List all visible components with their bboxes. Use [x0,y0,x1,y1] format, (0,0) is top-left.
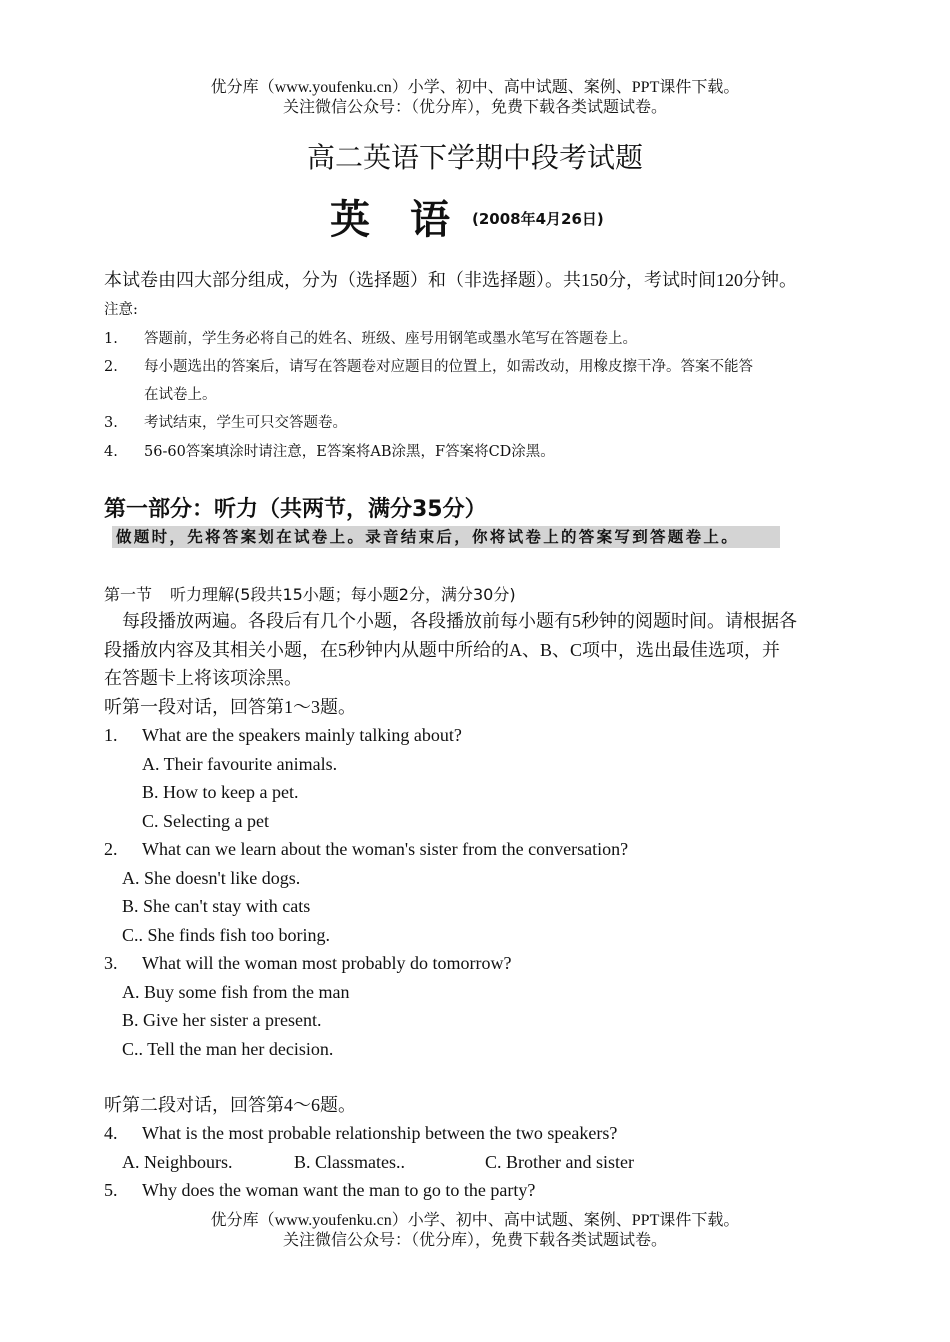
section1-heading [104,582,516,605]
option: C.. She finds fish too boring. [122,925,331,945]
part1-heading: 第一部分：听力（共两节，满分35分） [104,497,487,522]
dialog1-prompt: 听第一段对话，回答第1～3题。 [104,697,356,717]
question-text: What is the most probable relationship between the two speakers? [142,1123,618,1143]
option: B. Classmates.. [294,1152,405,1172]
footer-line-1: 优分库（www.youfenku.cn）小学、初中、高中试题、案例、PPT课件下载。 [210,1212,740,1229]
question-text: Why does the woman want the man to go to the party? [142,1180,536,1200]
question-number: 4. [104,1123,118,1143]
notice-text: 考试结束，学生可只交答题卷。 [144,415,347,431]
footer-line-2: 关注微信公众号：（优分库），免费下载各类试题试卷。 [282,1232,667,1249]
option: C. Brother and sister [485,1152,634,1172]
question-3 [104,951,511,975]
intro-text: 本试卷由四大部分组成，分为（选择题）和（非选择题）。共150分，考试时间120分钟。 [104,270,797,290]
question-text: What can we learn about the woman's sister from the conversation? [142,839,629,859]
section1-label: 第一节 [104,585,153,604]
notice-item [104,355,753,379]
option: B. How to keep a pet. [142,782,299,802]
option: A. Buy some fish from the man [122,982,350,1002]
question-number: 5. [104,1180,118,1200]
notice-number: 2. [104,359,118,375]
notice-number: 1. [104,331,118,347]
question-number: 2. [104,839,118,859]
section1-title: 听力理解(5段共15小题；每小题2分，满分30分) [170,585,516,604]
option: A. Neighbours. [122,1152,233,1172]
question-2 [104,837,628,861]
question-number: 1. [104,725,118,745]
notice-item [104,440,555,464]
question-4 [104,1121,617,1145]
question-number: 3. [104,953,118,973]
option: A. She doesn't like dogs. [122,868,301,888]
notice-text: 答题前，学生务必将自己的姓名、班级、座号用钢笔或墨水笔写在答题卷上。 [144,331,637,347]
notice-label: 注意: [104,302,138,318]
part1-instruction-band: 做题时，先将答案划在试卷上。录音结束后，你将试卷上的答案写到答题卷上。 [112,526,780,548]
exam-date: (2008年4月26日) [472,210,604,228]
notice-item [104,327,637,351]
option: B. She can't stay with cats [122,896,311,916]
notice-item [104,383,217,407]
notice-number: 3. [104,415,118,431]
instruction-line: 在答题卡上将该项涂黑。 [104,668,302,688]
question-5 [104,1178,535,1202]
option: B. Give her sister a present. [122,1010,322,1030]
dialog2-prompt: 听第二段对话，回答第4～6题。 [104,1095,356,1115]
option: C.. Tell the man her decision. [122,1039,334,1059]
exam-title: 高二英语下学期中段考试题 [306,141,643,174]
subject-heading: 英语 [330,196,490,243]
question-text: What will the woman most probably do tomorrow? [142,953,512,973]
option: C. Selecting a pet [142,811,269,831]
notice-text: 56-60答案填涂时请注意，E答案将AB涂黑，F答案将CD涂黑。 [144,444,555,460]
option: A. Their favourite animals. [142,754,338,774]
header-line-2: 关注微信公众号：（优分库），免费下载各类试题试卷。 [282,99,667,116]
question-text: What are the speakers mainly talking about? [142,725,462,745]
question-1 [104,723,462,747]
instruction-line: 段播放内容及其相关小题，在5秒钟内从题中所给的A、B、C项中，选出最佳选项，并 [104,640,781,660]
notice-text: 在试卷上。 [144,387,217,403]
notice-item [104,411,347,435]
notice-number: 4. [104,444,118,460]
instruction-line: 每段播放两遍。各段后有几个小题，各段播放前每小题有5秒钟的阅题时间。请根据各 [122,611,797,631]
notice-text: 每小题选出的答案后，请写在答题卷对应题目的位置上，如需改动，用橡皮擦干净。答案不能答 [144,359,753,375]
header-line-1: 优分库（www.youfenku.cn）小学、初中、高中试题、案例、PPT课件下载。 [210,79,740,96]
option-row [122,1150,634,1174]
